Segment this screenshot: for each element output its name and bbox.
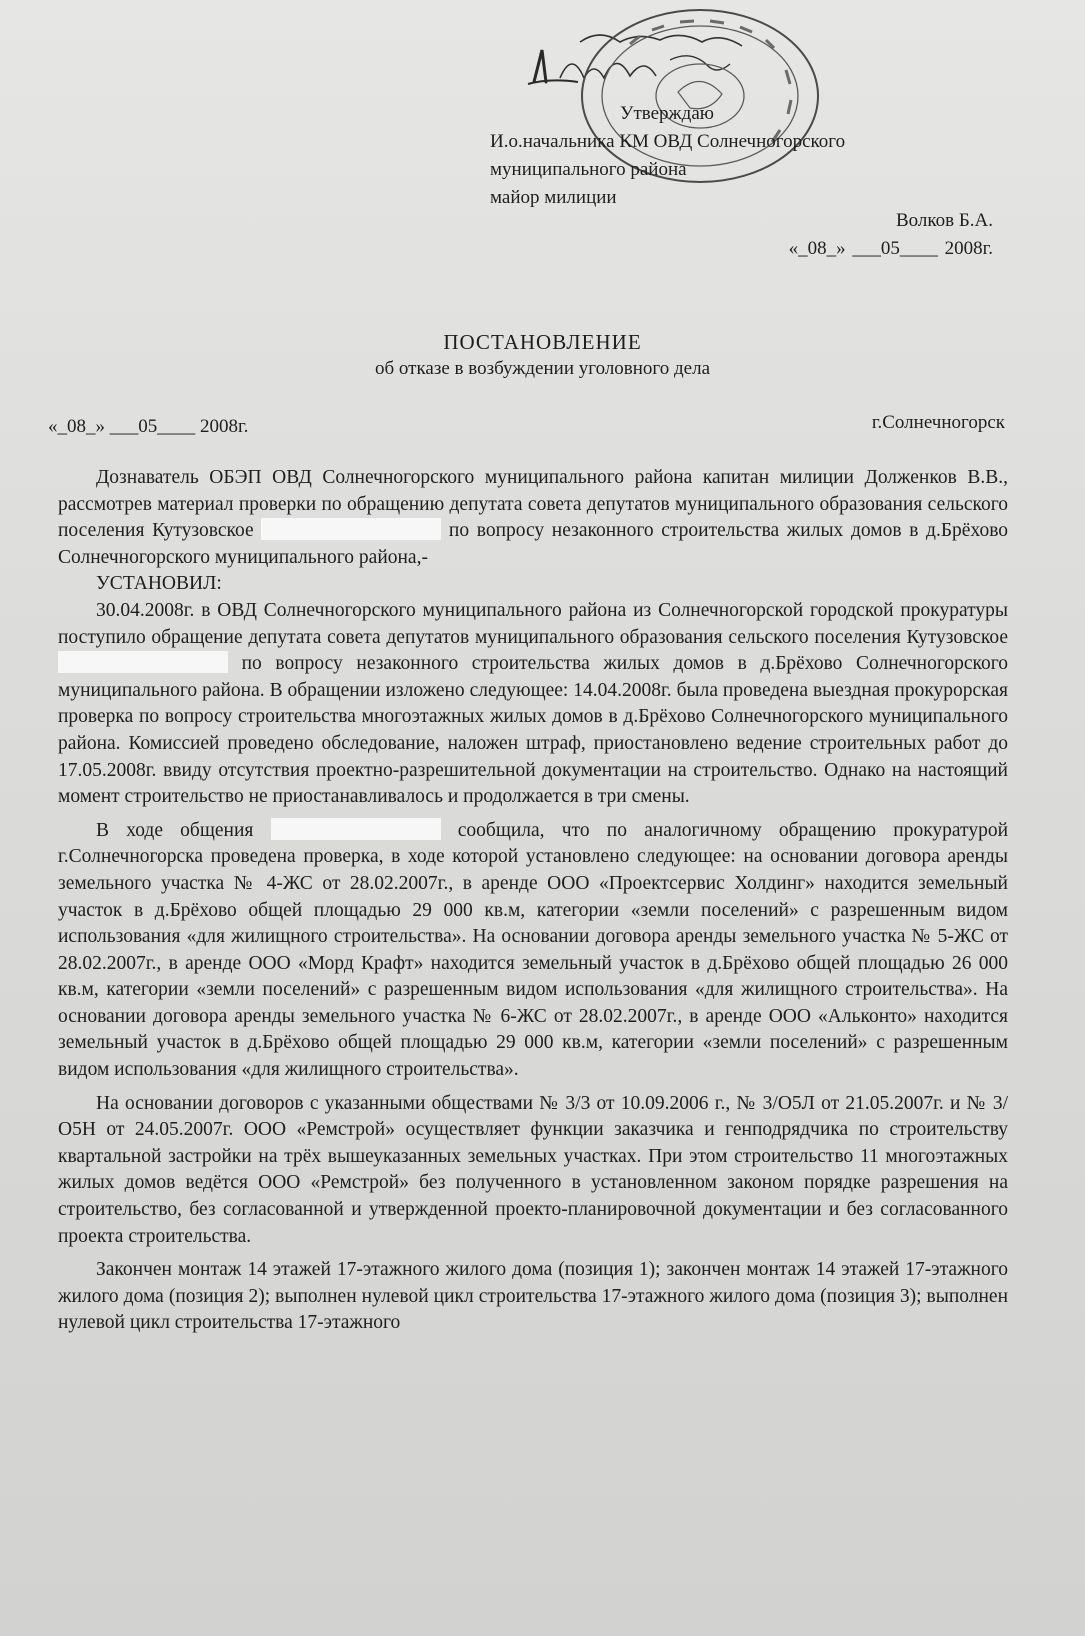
approver-district: муниципального района	[490, 159, 687, 180]
paragraph-established-heading: УСТАНОВИЛ:	[96, 573, 222, 595]
document-city: г.Солнечногорск	[871, 412, 1005, 433]
approval-date: «_08_» ___05____ 2008г.	[788, 238, 993, 259]
approver-position: И.о.начальника КМ ОВД Солнечногорского	[490, 131, 846, 152]
paragraph-land-lease-part1: В ходе общения	[96, 819, 254, 841]
redacted-block	[271, 818, 441, 840]
paragraph-intro	[58, 465, 1008, 571]
document-title: ПОСТАНОВЛЕНИЕ	[443, 330, 642, 354]
paragraph-construction-status: Закончен монтаж 14 этажей 17-этажного жилого дома (позиция 1); закончен монтаж 14 этажей 17-этажного жилого дома (позиция 2); выполнен нулевой цикл строительства 17-этажного жилого дома (позиция 3); выполнен нулевой цикл строительства 17-этажного	[58, 1259, 1008, 1334]
paragraph-land-lease-part2: сообщила, что по аналогичному обращению прокуратурой г.Солнечногорска проведена проверка, в ходе которой установлено следующее: на основании договора аренды земельного участка № 4-ЖС от 28.02.2007г., в аренде ООО «Проектсервис Холдинг» находится земельный участок в д.Брёхово общей площадью 29 000 кв.м, категории «земли поселений» с разрешенным видом использования «для жилищного строительства». На основании договора аренды земельного участка № 5-ЖС от 28.02.2007г., в аренде ООО «Морд Крафт» находится земельный участок в д.Брёхово общей площадью 26 000 кв.м, категории «земли поселений» с разрешенным видом использования «для жилищного строительства». На основании договора аренды земельного участка № 6-ЖС от 28.02.2007г., в аренде ООО «Альконто» находится земельный участок в д.Брёхово общей площадью 29 000 кв.м, категории «земли поселений» с разрешенным видом использования «для жилищного строительства».	[58, 819, 1009, 1081]
approval-block	[490, 100, 845, 212]
paragraph-appeal-part2: по вопросу незаконного строительства жилых домов в д.Брёхово Солнечногорского муниципального района. В обращении изложено следующее: 14.04.2008г. была проведена выездная прокурорская проверка по вопросу строительства многоэтажных жилых домов в д.Брёхово Солнечногорского муниципального района. Комиссией проведено обследование, наложен штраф, приостановлено ведение строительных работ до 17.05.2008г. ввиду отсутствия проектно-разрешительной документации на строительство. Однако на настоящий момент строительство не приостанавливалось и продолжается в три смены.	[58, 653, 1008, 808]
document-body	[58, 465, 1008, 1337]
approve-word: Утверждаю	[620, 103, 714, 124]
paragraph-appeal-part1: 30.04.2008г. в ОВД Солнечногорского муниципального района из Солнечногорской городской прокуратуры поступило обращение депутата совета депутатов муниципального образования сельского поселения Кутузовское	[58, 599, 1008, 648]
paragraph-intro-part1: Дознаватель ОБЭП ОВД Солнечногорского муниципального района капитан милиции Долженков В.В., рассмотрев материал проверки по обращению депутата совета депутатов муниципального образования сельского поселения Кутузовское	[58, 467, 1008, 542]
paragraph-contracts: На основании договоров с указанными обществами № 3/3 от 10.09.2006 г., № 3/О5Л от 21.05.2007г. и № 3/О5Н от 24.05.2007г. ООО «Ремстрой» осуществляет функции заказчика и генподрядчика по строительству квартальной застройки на трёх вышеуказанных земельных участках. При этом строительство 11 многоэтажных жилых домов ведётся ООО «Ремстрой» без полученного в установленном законом порядке разрешения на строительство, без согласованной и утвержденной проекто-планировочной документации и без согласованного проекта строительства.	[58, 1092, 1008, 1247]
paragraph-appeal	[58, 598, 1008, 811]
redacted-block	[261, 518, 441, 540]
document-date: «_08_» ___05____ 2008г.	[48, 416, 249, 437]
document-subtitle: об отказе в возбуждении уголовного дела	[374, 358, 711, 379]
paragraph-land-lease	[58, 818, 1008, 1084]
paragraph-intro-part2: по вопросу незаконного строительства жилых домов в д.Брёхово Солнечногорского муниципального района,-	[58, 520, 1009, 568]
redacted-block	[58, 651, 228, 673]
approver-rank: майор милиции	[490, 187, 617, 208]
approver-name: Волков Б.А.	[895, 210, 993, 231]
